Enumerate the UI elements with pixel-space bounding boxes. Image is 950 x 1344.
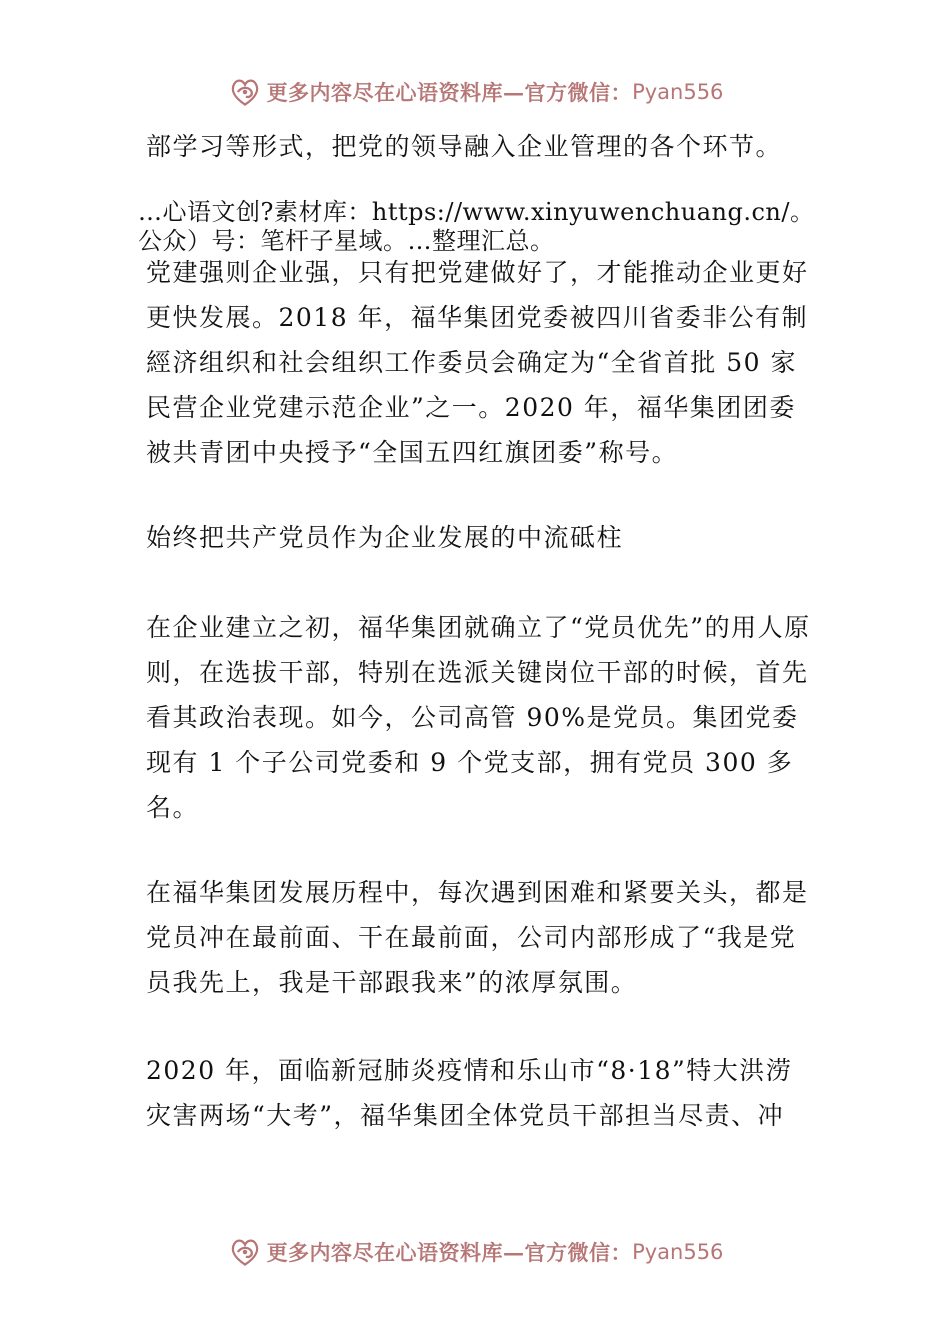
heart-swirl-logo-icon (227, 74, 263, 110)
source-line-2: 公众）号：笔杆子星域。…整理汇总。 (138, 227, 555, 255)
footer-banner-text: 更多内容尽在心语资料库—官方微信： (266, 1240, 633, 1265)
section-heading: 始终把共产党员作为企业发展的中流砥柱 (146, 523, 624, 552)
footer-banner (0, 1232, 950, 1272)
paragraph-1: 部学习等形式，把党的领导融入企业管理的各个环节。 (146, 132, 783, 161)
header-wechat-id: Pyan556 (632, 80, 724, 104)
footer-wechat-id: Pyan556 (632, 1240, 724, 1264)
source-line-1: …心语文创?素材库：https://www.xinyuwenchuang.cn/。 (138, 198, 815, 226)
heart-swirl-logo-icon (227, 1234, 263, 1270)
header-banner (0, 72, 950, 112)
paragraph-2: 党建强则企业强，只有把党建做好了，才能推动企业更好更快发展。2018 年，福华集团党委被四川省委非公有制經济组织和社会组织工作委员会确定为“全省首批 50 家民营企业党建示范企业”之一。2020 年，福华集团团委被共青团中央授予“全国五四红旗团委”称号。 (146, 258, 809, 467)
header-banner-text: 更多内容尽在心语资料库—官方微信： (266, 80, 633, 105)
paragraph-3: 在企业建立之初，福华集团就确立了“党员优先”的用人原则，在选拔干部，特别在选派关键岗位干部的时候，首先看其政治表现。如今，公司高管 90%是党员。集团党委现有 1 个子公司党委和 9 个党支部，拥有党员 300 多名。 (146, 613, 811, 822)
paragraph-5: 2020 年，面临新冠肺炎疫情和乐山市“8·18”特大洪涝灾害两场“大考”，福华集团全体党员干部担当尽责、冲 (146, 1056, 793, 1130)
paragraph-4: 在福华集团发展历程中，每次遇到困难和紧要关头，都是党员冲在最前面、干在最前面，公司内部形成了“我是党员我先上，我是干部跟我来”的浓厚氛围。 (146, 878, 809, 997)
